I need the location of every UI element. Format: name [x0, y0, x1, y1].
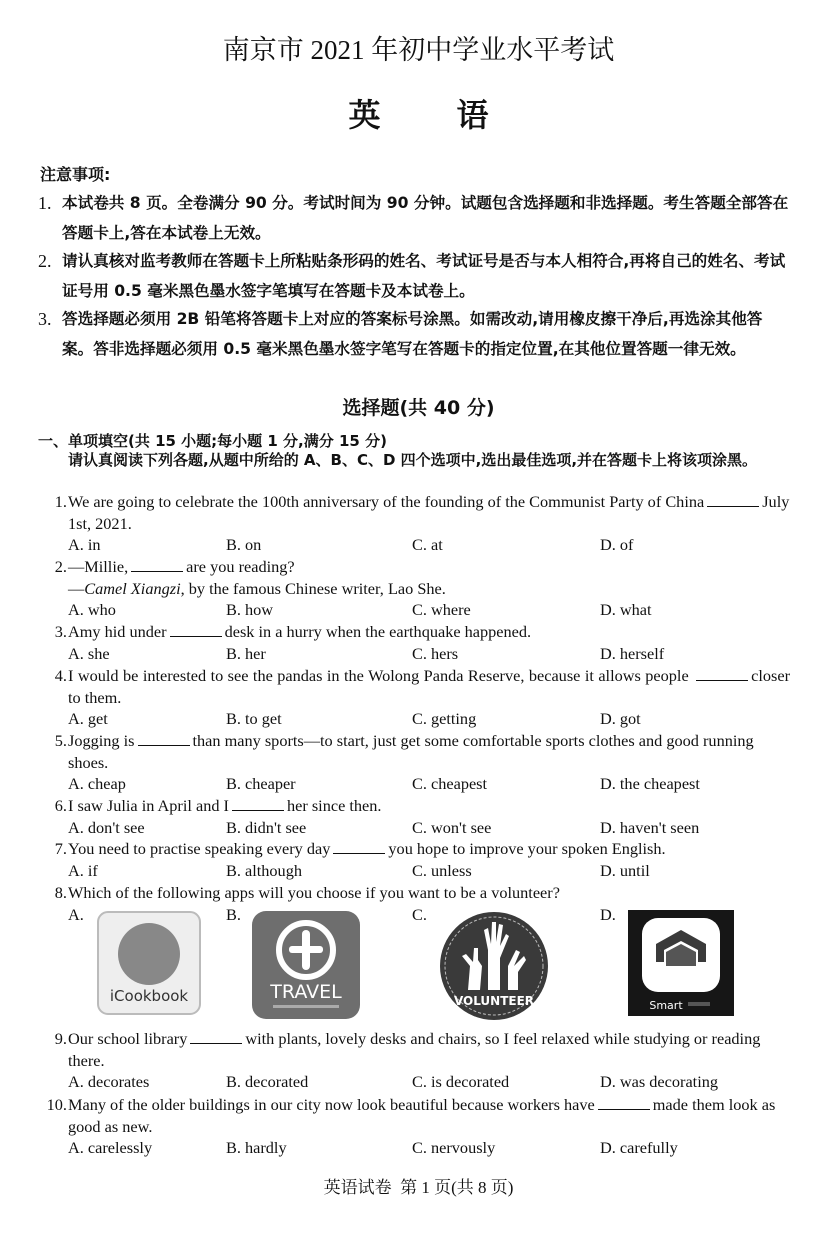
- options-row: [68, 860, 790, 882]
- question: [45, 665, 790, 730]
- option-d: D. until: [600, 860, 650, 880]
- option-b: B. to get: [226, 709, 282, 729]
- answer-blank: [598, 1095, 650, 1110]
- question-number: 6.: [54, 796, 67, 815]
- option-b: B. her: [226, 643, 266, 663]
- stem-text: her since then.: [286, 796, 382, 815]
- question-stem: [45, 621, 790, 643]
- option-b: B. didn't see: [226, 817, 307, 837]
- app-icon-text: VOLUNTEER: [453, 993, 535, 1008]
- subject-char: 语: [456, 97, 489, 133]
- subject-char: 英: [348, 97, 381, 133]
- option-d: D. was decorating: [600, 1072, 718, 1092]
- question-number: 7.: [54, 839, 67, 858]
- question: [45, 882, 790, 1020]
- option-a: A. carelessly: [68, 1138, 153, 1158]
- note-number: 1.: [38, 193, 52, 213]
- question: [45, 491, 790, 556]
- question-reply: [45, 578, 790, 600]
- options-row: [68, 534, 790, 556]
- option-d: D. herself: [600, 643, 665, 663]
- question-stem: [45, 730, 790, 773]
- part-heading: 一、单项填空(共 15 小题;每小题 1 分,满分 15 分): [38, 432, 387, 450]
- option-a: A. she: [68, 643, 110, 663]
- option-b: B. decorated: [226, 1072, 309, 1092]
- option-b: B. how: [226, 600, 274, 620]
- question-stem: [45, 491, 790, 534]
- answer-blank: [333, 839, 385, 854]
- question-stem: [45, 556, 790, 578]
- option-d: D. got: [600, 709, 641, 729]
- option-b: B. hardly: [226, 1138, 287, 1158]
- options-row: [68, 1071, 790, 1093]
- option-a: A. don't see: [68, 817, 145, 837]
- option-a: A. in: [68, 535, 101, 555]
- option-d: D. carefully: [600, 1138, 678, 1158]
- option-c: C. won't see: [412, 817, 492, 837]
- stem-text: —Millie,: [68, 557, 129, 576]
- question-number: 1.: [54, 492, 67, 511]
- option-a: A. if: [68, 860, 98, 880]
- option-d: D. the cheapest: [600, 774, 700, 794]
- note-text: 请认真核对监考教师在答题卡上所粘贴条形码的姓名、考试证号是否与本人相符合,再将自己的姓名、考试证号用 0.5 毫米黑色墨水签字笔填写在答题卡及本试卷上。: [62, 252, 786, 300]
- page-footer: 英语试卷 第 1 页(共 8 页): [323, 1178, 514, 1197]
- answer-blank: [170, 622, 222, 637]
- option-c: C. where: [412, 600, 471, 620]
- answer-blank: [138, 731, 190, 746]
- stem-text: Our school library: [68, 1029, 188, 1048]
- option-b: B. cheaper: [226, 774, 296, 794]
- answer-blank: [232, 796, 284, 811]
- question: [45, 838, 790, 881]
- options-row: [68, 817, 790, 839]
- exam-title: 南京市 2021 年初中学业水平考试: [222, 35, 615, 65]
- stem-text: desk in a hurry when the earthquake happened.: [224, 622, 532, 641]
- question-stem: [45, 665, 790, 708]
- note-item: [38, 246, 793, 306]
- stem-text: We are going to celebrate the 100th anniversary of the founding of the Communist Party of China: [68, 492, 705, 511]
- note-number: 3.: [38, 309, 52, 329]
- option-d: D. of: [600, 535, 634, 555]
- stem-text: Many of the older buildings in our city now look beautiful because workers have: [68, 1095, 595, 1114]
- subject-title: [0, 90, 837, 136]
- icookbook-app-icon: [96, 910, 202, 1022]
- option-a: A.: [68, 904, 84, 924]
- option-c: C. is decorated: [412, 1072, 510, 1092]
- question-number: 2.: [54, 557, 67, 576]
- option-a: A. cheap: [68, 774, 126, 794]
- question: [45, 730, 790, 795]
- option-c: C. hers: [412, 643, 459, 663]
- question-number: 10.: [46, 1095, 67, 1114]
- option-a: A. decorates: [68, 1072, 150, 1092]
- option-b: B. although: [226, 860, 302, 880]
- question-number: 5.: [54, 731, 67, 750]
- book-title: Camel Xiangzi: [84, 578, 181, 598]
- option-a: A. who: [68, 600, 116, 620]
- reply-dash: —: [68, 578, 85, 598]
- option-d: D. what: [600, 600, 652, 620]
- answer-blank: [131, 557, 183, 572]
- question-number: 3.: [54, 622, 67, 641]
- part-instructions: 请认真阅读下列各题,从题中所给的 A、B、C、D 四个选项中,选出最佳选项,并在答题卡上将该项涂黑。: [68, 451, 758, 469]
- option-c: C. at: [412, 535, 443, 555]
- section-title: 选择题(共 40 分): [342, 397, 495, 419]
- options-row: [68, 599, 790, 621]
- note-item: [38, 304, 793, 364]
- option-d: D. haven't seen: [600, 817, 700, 837]
- reply-text: , by the famous Chinese writer, Lao She.: [180, 578, 446, 598]
- option-c: C. getting: [412, 709, 477, 729]
- app-options: [68, 904, 790, 1020]
- stem-text: I would be interested to see the pandas in the Wolong Panda Reserve, because it allows people: [68, 666, 689, 685]
- note-text: 本试卷共 8 页。全卷满分 90 分。考试时间为 90 分钟。试题包含选择题和非选择题。考生答题全部答在答题卡上,答在本试卷上无效。: [62, 194, 789, 242]
- note-text: 答选择题必须用 2B 铅笔将答题卡上对应的答案标号涂黑。如需改动,请用橡皮擦干净后,再选涂其他答案。答非选择题必须用 0.5 毫米黑色墨水签字笔写在答题卡的指定位置,在其他位置答题一律无效。: [62, 310, 763, 358]
- stem-text: closer to them.: [68, 666, 790, 707]
- question-number: 4.: [54, 666, 67, 685]
- question: [45, 1094, 790, 1159]
- option-d: D.: [600, 904, 616, 924]
- question: [45, 795, 790, 838]
- question-stem: [45, 1094, 790, 1137]
- options-row: [68, 773, 790, 795]
- question-number: 8.: [54, 883, 67, 902]
- stem-text: are you reading?: [186, 557, 295, 576]
- app-icon-text: iCookbook: [109, 986, 189, 1005]
- question-number: 9.: [54, 1029, 67, 1048]
- option-c: C. unless: [412, 860, 472, 880]
- option-c: C. nervously: [412, 1138, 496, 1158]
- answer-blank: [696, 666, 748, 681]
- stem-text: with plants, lovely desks and chairs, so I feel relaxed while studying or reading there.: [68, 1029, 761, 1070]
- volunteer-app-icon: [438, 910, 550, 1028]
- app-icon-text: Smart: [649, 998, 683, 1012]
- answer-blank: [190, 1029, 242, 1044]
- option-a: A. get: [68, 709, 108, 729]
- answer-blank: [707, 492, 759, 507]
- options-row: [68, 708, 790, 730]
- question-stem: [45, 838, 790, 860]
- question: [45, 556, 790, 621]
- option-c: C. cheapest: [412, 774, 488, 794]
- options-row: [68, 643, 790, 665]
- question-stem: [45, 795, 790, 817]
- note-number: 2.: [38, 251, 52, 271]
- options-row: [68, 1137, 790, 1159]
- smart-home-app-icon: [628, 910, 734, 1022]
- note-item: [38, 188, 793, 248]
- app-icon-text: TRAVEL: [270, 980, 342, 1003]
- notes-heading: 注意事项:: [40, 165, 111, 184]
- travel-app-icon: [251, 910, 361, 1026]
- stem-text: made them look as good as new.: [68, 1095, 776, 1136]
- option-b: B.: [226, 904, 241, 924]
- stem-text: I saw Julia in April and I: [68, 796, 229, 815]
- stem-text: July 1st, 2021.: [68, 492, 790, 533]
- option-c: C.: [412, 904, 427, 924]
- question-stem: Which of the following apps will you choose if you want to be a volunteer?: [68, 883, 560, 902]
- stem-text: Jogging is: [68, 731, 135, 750]
- option-b: B. on: [226, 535, 262, 555]
- question: [45, 621, 790, 664]
- stem-text: Amy hid under: [68, 622, 167, 641]
- stem-text: you hope to improve your spoken English.: [388, 839, 666, 858]
- stem-text: You need to practise speaking every day: [68, 839, 331, 858]
- question: [45, 1028, 790, 1093]
- stem-text: than many sports—to start, just get some comfortable sports clothes and good running shoes.: [68, 731, 754, 772]
- question-stem: [45, 1028, 790, 1071]
